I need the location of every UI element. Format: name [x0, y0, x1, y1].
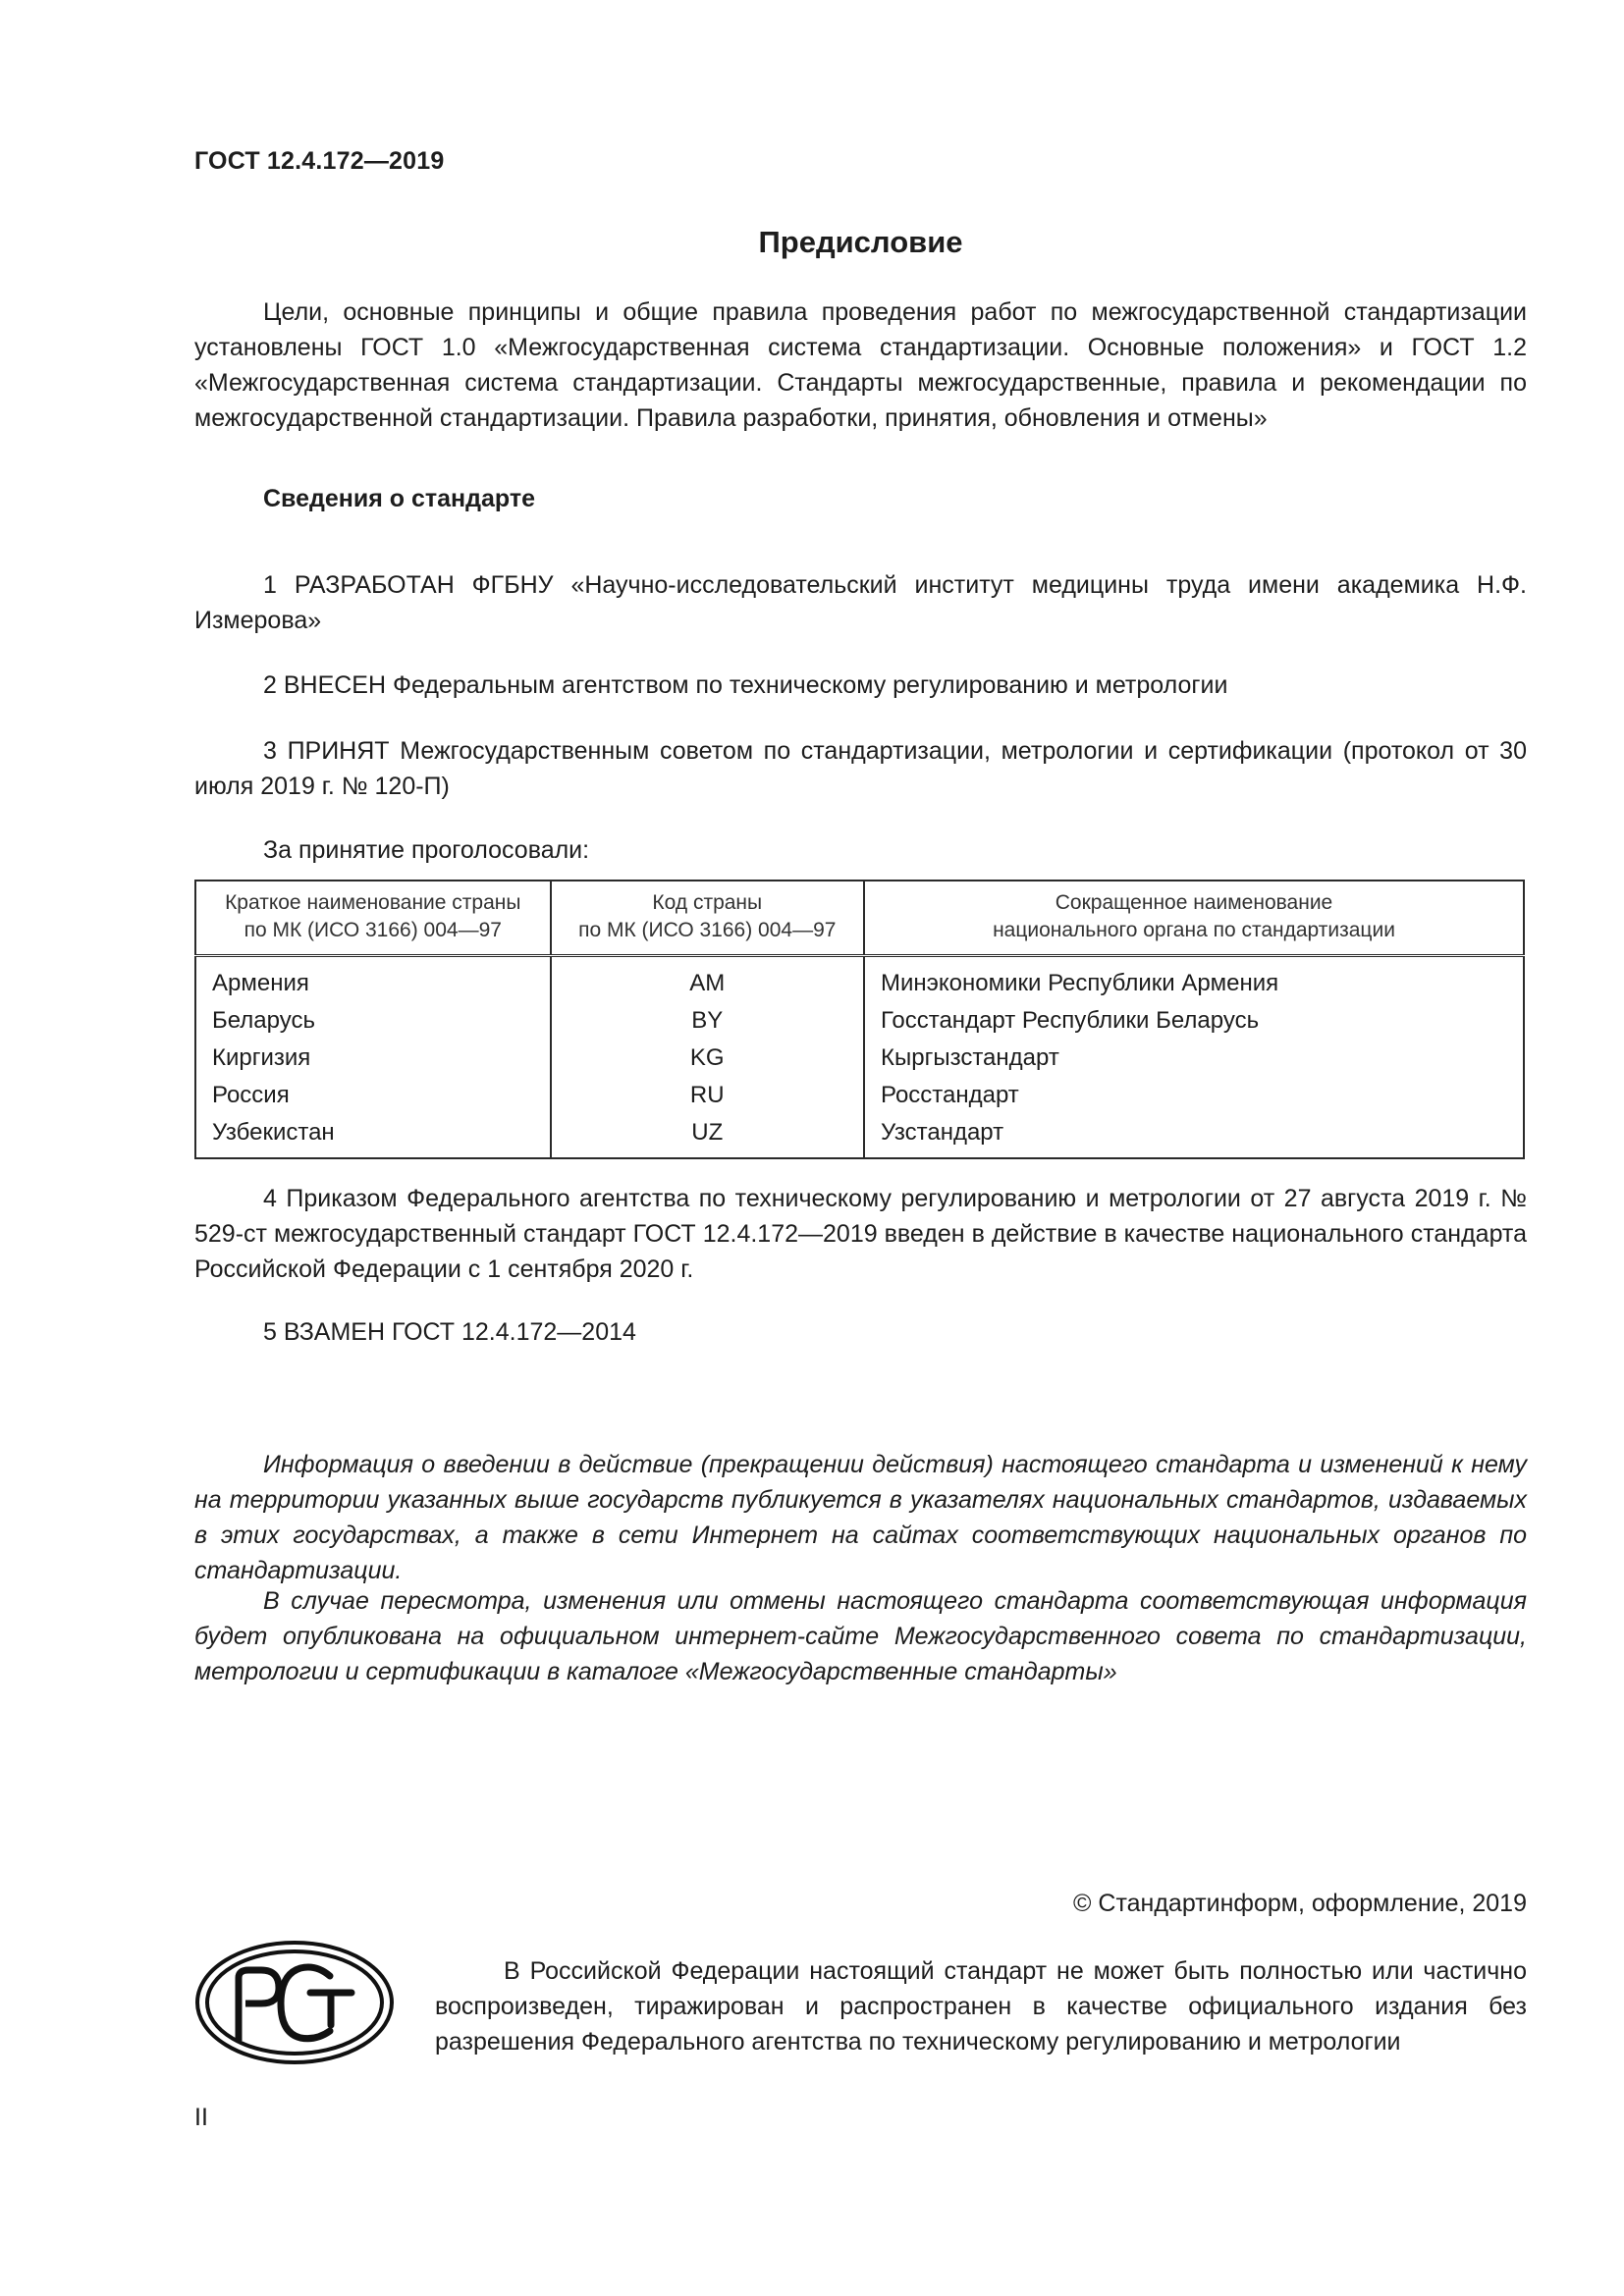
reproduction-notice: В Российской Федерации настоящий стандарт не может быть полностью или частично воспроизведен, тиражирован и распространен в качестве официального издания без разрешения Федерального агентства по техническому регулированию и метрологии	[435, 1957, 1527, 2056]
cell-code: BY	[551, 1002, 864, 1040]
cell-country: Киргизия	[212, 1044, 311, 1071]
intro-paragraph: Цели, основные принципы и общие правила проведения работ по межгосударственной стандартизации установлены ГОСТ 1.0 «Межгосударственная система стандартизации. Основные положения» и ГОСТ 1.2 «Межгосударственная система стандартизации. Стандарты межгосударственные, правила и рекомендации по межгосударственной стандартизации. Правила разработки, принятия, обновления и отмены»	[194, 298, 1527, 432]
cell-code: AM	[551, 956, 864, 1003]
page-number: II	[194, 2104, 208, 2131]
cell-country: Узбекистан	[212, 1119, 335, 1146]
page-title: Предисловие	[758, 225, 963, 259]
info-paragraph-2: В случае пересмотра, изменения или отмены настоящего стандарта соответствующая информация будет опубликована на официальном интернет-сайте Межгосударственного совета по стандартизации, метрологии и сертификации в каталоге «Межгосударственные стандарты»	[194, 1587, 1527, 1685]
table-row	[195, 1040, 1524, 1077]
column-header-body: Сокращенное наименование национального органа по стандартизации	[864, 881, 1524, 956]
votes-table	[194, 880, 1525, 1159]
column-header-code: Код страны по МК (ИСО 3166) 004—97	[551, 881, 864, 956]
copyright-line: © Стандартинформ, оформление, 2019	[1073, 1890, 1527, 1917]
cell-code: RU	[551, 1077, 864, 1114]
table-row	[195, 956, 1524, 1003]
cell-body: Кыргызстандарт	[864, 1040, 1524, 1077]
cell-code: KG	[551, 1040, 864, 1077]
table-row	[195, 1002, 1524, 1040]
item-enacted: 4 Приказом Федерального агентства по техническому регулированию и метрологии от 27 августа 2019 г. № 529-ст межгосударственный стандарт ГОСТ 12.4.172—2019 введен в действие в качестве национального стандарта Российской Федерации с 1 сентября 2020 г.	[194, 1185, 1527, 1283]
document-number-header: ГОСТ 12.4.172—2019	[194, 147, 445, 175]
table-row	[195, 1114, 1524, 1158]
column-header-country: Краткое наименование страны по МК (ИСО 3166) 004—97	[195, 881, 551, 956]
cell-body: Госстандарт Республики Беларусь	[864, 1002, 1524, 1040]
item-adopted: 3 ПРИНЯТ Межгосударственным советом по стандартизации, метрологии и сертификации (протокол от 30 июля 2019 г. № 120-П)	[194, 737, 1527, 800]
cell-country: Армения	[212, 970, 309, 996]
cell-country: Россия	[212, 1082, 290, 1108]
votes-label: За принятие проголосовали:	[263, 836, 590, 864]
rst-certification-mark-icon	[194, 1939, 396, 2066]
item-replaces: 5 ВЗАМЕН ГОСТ 12.4.172—2014	[263, 1318, 636, 1346]
item-developed: 1 РАЗРАБОТАН ФГБНУ «Научно-исследовательский институт медицины труда имени академика Н.Ф. Измерова»	[194, 571, 1527, 634]
info-paragraph-1: Информация о введении в действие (прекращении действия) настоящего стандарта и изменений к нему на территории указанных выше государств публикуется в указателях национальных стандартов, издаваемых в этих государствах, а также в сети Интернет на сайтах соответствующих национальных органов по стандартизации.	[194, 1451, 1527, 1584]
cell-body: Минэкономики Республики Армения	[864, 956, 1524, 1003]
item-submitted: 2 ВНЕСЕН Федеральным агентством по техническому регулированию и метрологии	[263, 671, 1228, 699]
cell-body: Узстандарт	[864, 1114, 1524, 1158]
cell-body: Росстандарт	[864, 1077, 1524, 1114]
cell-country: Беларусь	[212, 1007, 315, 1034]
table-row	[195, 1077, 1524, 1114]
standard-info-heading: Сведения о стандарте	[263, 485, 536, 512]
cell-code: UZ	[551, 1114, 864, 1158]
table-header-row	[195, 881, 1524, 956]
document-page	[194, 0, 1527, 2296]
